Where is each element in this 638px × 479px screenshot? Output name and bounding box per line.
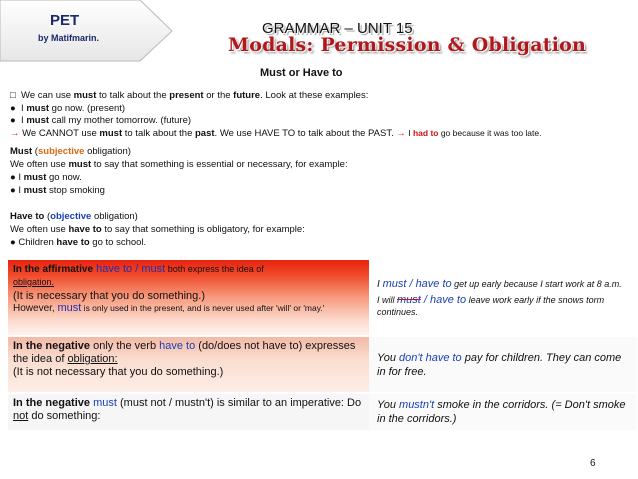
- table-row: [8, 394, 637, 430]
- section-title: Must or Have to: [260, 67, 343, 79]
- tab-subtitle: by Matifmarin.: [38, 33, 100, 43]
- table-cell-rule: In the affirmative have to / must both express the idea of obligation. (It is necessary that you do something.) However, must is only used in the present, and is never used after 'will' or 'may.': [8, 260, 369, 335]
- must-description: We often use must to say that something is essential or necessary, for example:: [10, 159, 348, 170]
- table-cell-rule: In the negative must (must not / mustn't) is similar to an imperative: Do not do something:: [8, 394, 369, 430]
- grammar-title: GRAMMAR – UNIT 15: [262, 20, 413, 37]
- have-to-heading: Have to (objective obligation): [10, 211, 138, 222]
- intro-example-2: ● I must call my mother tomorrow. (future): [10, 115, 192, 126]
- intro-line-past: → We CANNOT use must to talk about the past. We use HAVE TO to talk about the PAST. → I had to go because it was too late.: [10, 128, 542, 139]
- table-cell-rule: In the negative only the verb have to (do/does not have to) expresses the idea of obligation: (It is not necessary that you do something.): [8, 337, 369, 392]
- must-example-2: ● I must stop smoking: [10, 185, 105, 196]
- table-row: [8, 337, 637, 392]
- must-heading: Must (subjective obligation): [10, 146, 131, 157]
- checkbox-bullet-icon: □: [10, 90, 16, 101]
- intro-example-1: ● I must go now. (present): [10, 103, 126, 114]
- must-example-1: ● I must go now.: [10, 172, 82, 183]
- arrow-right-icon: →: [10, 128, 20, 139]
- table-row: [8, 260, 637, 335]
- modals-title: Modals: Permission & Obligation: [228, 34, 587, 56]
- intro-line-1: □ We can use must to talk about the present or the future. Look at these examples:: [10, 90, 369, 101]
- table-cell-example: I must / have to get up early because I start work at 8 a.m. I will must / have to leave work early if the snows torm continues.: [369, 260, 637, 335]
- bullet-icon: ●: [10, 115, 16, 126]
- have-to-example: ● Children have to go to school.: [10, 237, 147, 248]
- table-cell-example: You mustn't smoke in the corridors. (= Don't smoke in the corridors.): [369, 394, 637, 430]
- header-tab-shape: [0, 0, 175, 62]
- bullet-icon: ●: [10, 103, 16, 114]
- arrow-right-icon: →: [396, 128, 406, 139]
- page-number: 6: [590, 458, 596, 469]
- table-cell-example: You don't have to pay for children. They can come in for free.: [369, 337, 637, 392]
- tab-title: PET: [50, 12, 80, 29]
- have-to-description: We often use have to to say that something is obligatory, for example:: [10, 224, 305, 235]
